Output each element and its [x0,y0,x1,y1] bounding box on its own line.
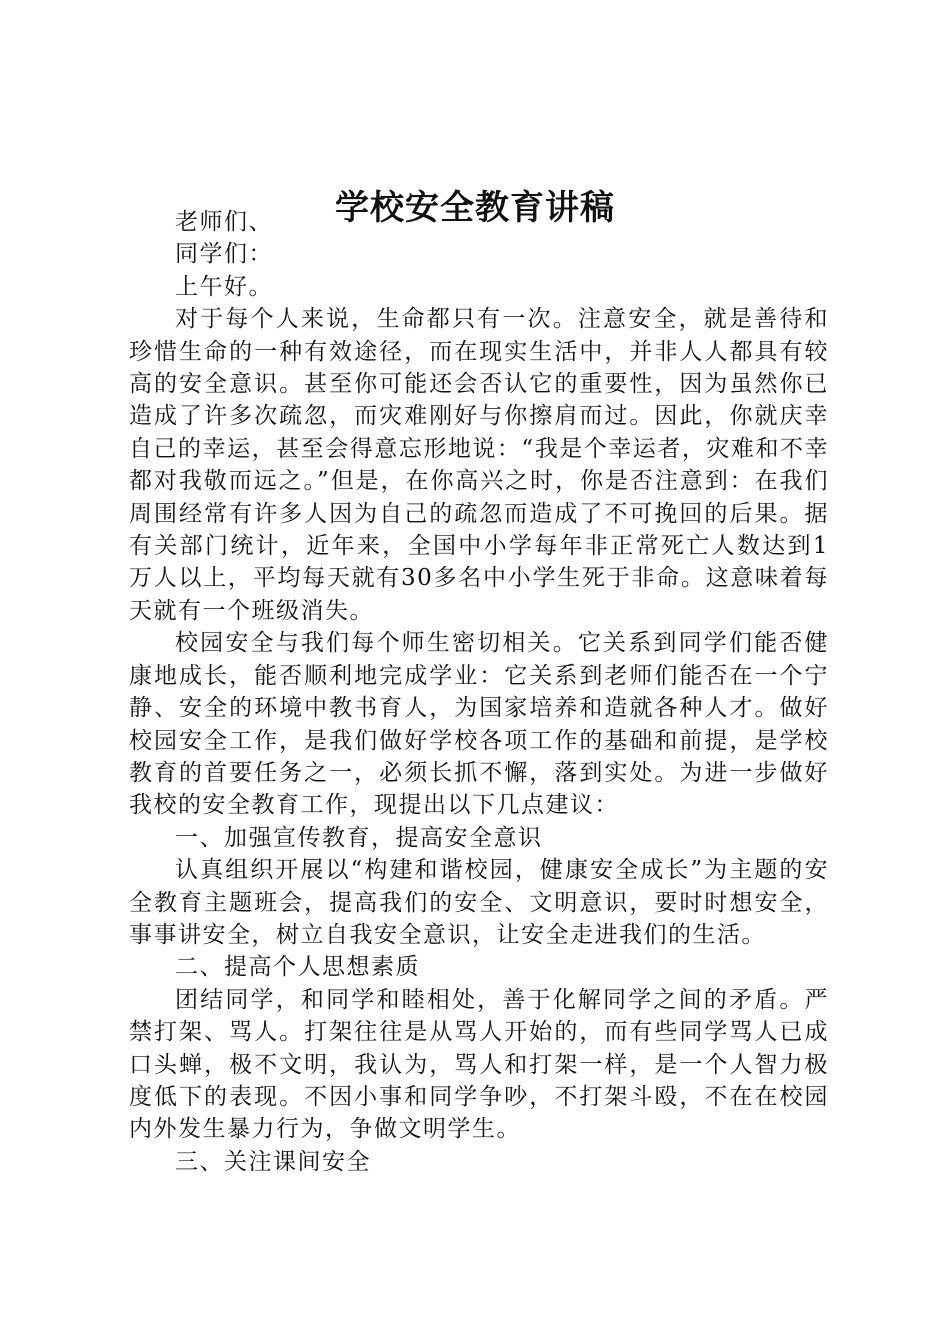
document-title: 学校安全教育讲稿 [335,188,615,228]
section-heading-2: 二、提高个人思想素质 [175,954,420,981]
document-body [129,206,829,1178]
section-heading-1: 一、加强宣传教育，提高安全意识 [175,824,543,851]
salutation-students: 同学们： [175,241,273,268]
paragraph-section-1: 认真组织开展以“构建和谐校园，健康安全成长”为主题的安全教育主题班会，提高我们的安全、文明意识，要时时想安全，事事讲安全，树立自我安全意识，让安全走进我们的生活。 [129,857,829,948]
paragraph-section-2: 团结同学，和同学和睦相处，善于化解同学之间的矛盾。严禁打架、骂人。打架往往是从骂人开始的，而有些同学骂人已成口头蝉，极不文明，我认为，骂人和打架一样，是一个人智力极度低下的表现。不因小事和同学争吵，不打架斗殴，不在在校园内外发生暴力行为，争做文明学生。 [129,986,829,1143]
section-heading-3: 三、关注课间安全 [175,1148,371,1175]
paragraph-campus-safety: 校园安全与我们每个师生密切相关。它关系到同学们能否健康地成长，能否顺利地完成学业：它关系到老师们能否在一个宁静、安全的环境中教书育人，为国家培养和造就各种人才。做好校园安全工作，是我们做好学校各项工作的基础和前提，是学校教育的首要任务之一，必须长抓不懈，落到实处。为进一步做好我校的安全教育工作，现提出以下几点建议： [129,630,829,819]
salutation-teachers: 老师们、 [175,209,273,235]
paragraph-intro: 对于每个人来说，生命都只有一次。注意安全，就是善待和珍惜生命的一种有效途径，而在现实生活中，并非人人都具有较高的安全意识。甚至你可能还会否认它的重要性，因为虽然你已造成了许多次疏忽，而灾难刚好与你擦肩而过。因此，你就庆幸自己的幸运，甚至会得意忘形地说：“我是个幸运者，灾难和不幸都对我敬而远之。”但是，在你高兴之时，你是否注意到：在我们周围经常有许多人因为自己的疏忽而造成了不可挽回的后果。据有关部门统计，近年来，全国中小学每年非正常死亡人数达到1万人以上，平均每天就有30多名中小学生死于非命。这意味着每天就有一个班级消失。 [129,306,829,624]
greeting: 上午好。 [175,273,273,300]
